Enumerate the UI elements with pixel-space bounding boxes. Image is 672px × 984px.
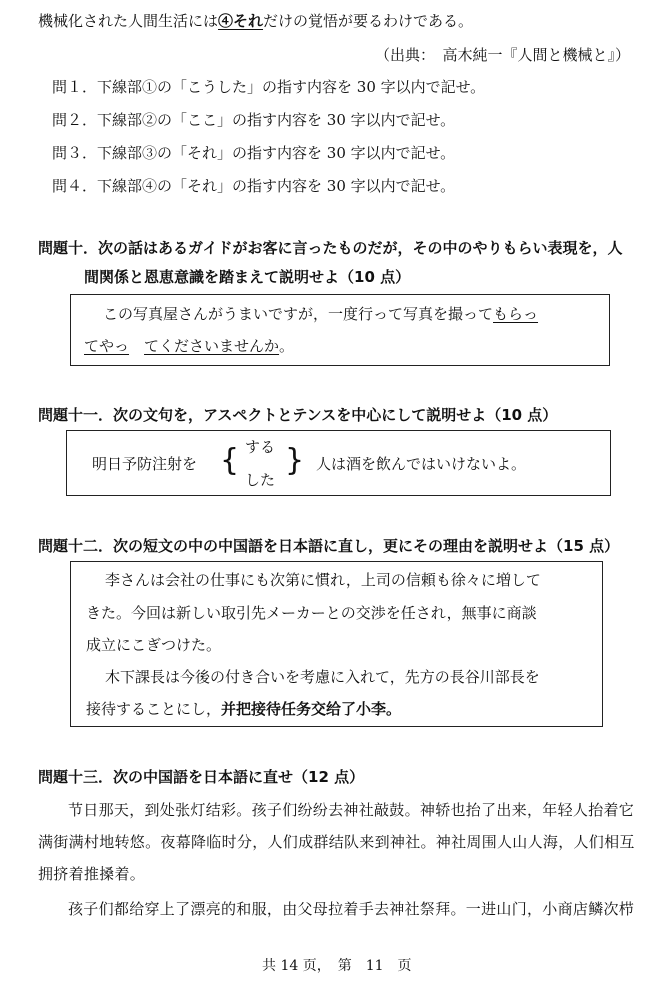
problem-12-heading: 問題十二．次の短文の中の中国語を日本語に直し，更にその理由を説明せよ（15 点） — [38, 537, 620, 555]
underlined-mark-4: ④それ — [218, 12, 264, 30]
source-citation: （出典： 高木純一『人間と機械と』） — [375, 46, 631, 64]
box-text-underlined-2: てやっ — [84, 337, 130, 355]
problem-13-heading: 問題十三．次の中国語を日本語に直せ（12 点） — [38, 768, 365, 786]
box-text-underlined-3: てくださいませんか — [144, 337, 280, 355]
intro-line-post: だけの覚悟が要るわけである。 — [263, 12, 474, 30]
intro-line-pre: 機械化された人間生活には — [38, 12, 219, 30]
question-4: 問４．下線部④の「それ」の指す内容を 30 字以内で記せ。 — [52, 177, 456, 195]
problem-11-pre: 明日予防注射を — [92, 455, 198, 473]
box-text-underlined-1: もらっ — [493, 305, 539, 323]
problem-12-line-5-pre: 接待することにし， — [86, 700, 222, 718]
problem-10-box-line-2 — [84, 335, 294, 356]
problem-11-heading: 問題十一．次の文句を，アスペクトとテンスを中心にして説明せよ（10 点） — [38, 406, 558, 424]
problem-12-line-5 — [86, 698, 401, 719]
problem-12-line-1: 李さんは会社の仕事にも次第に慣れ，上司の信頼も徐々に増して — [105, 571, 541, 589]
page-footer: 共 14 页， 第 11 页 — [262, 958, 412, 974]
problem-12-line-3: 成立にこぎつけた。 — [86, 636, 222, 654]
problem-13-line-3: 拥挤着推搡着。 — [38, 865, 146, 883]
problem-13-line-2: 满街满村地转悠。夜幕降临时分，人们成群结队来到神社。神社周围人山人海，人们相互 — [38, 833, 635, 851]
problem-13-line-4: 孩子们都给穿上了漂亮的和服，由父母拉着手去神社祭拜。一进山门，小商店鳞次栉 — [68, 900, 635, 918]
problem-12-chinese: 并把接待任务交给了小李。 — [221, 700, 402, 718]
box-text-plain: この写真屋さんがうまいですが，一度行って写真を撮って — [103, 305, 494, 323]
question-2: 問２．下線部②の「ここ」の指す内容を 30 字以内で記せ。 — [52, 111, 456, 129]
problem-13-line-1: 节日那天，到处张灯结彩。孩子们纷纷去神社敲鼓。神轿也抬了出来，年轻人抬着它 — [68, 801, 635, 819]
problem-10-box-line-1 — [103, 303, 538, 324]
question-3: 問３．下線部③の「それ」の指す内容を 30 字以内で記せ。 — [52, 144, 456, 162]
right-brace-icon: } — [285, 443, 305, 478]
box-text-end: 。 — [279, 337, 295, 355]
question-1: 問１．下線部①の「こうした」の指す内容を 30 字以内で記せ。 — [52, 78, 486, 96]
problem-12-line-4: 木下課長は今後の付き合いを考慮に入れて，先方の長谷川部長を — [105, 668, 540, 686]
problem-11-option-1: する — [245, 438, 276, 456]
left-brace-icon: { — [220, 443, 240, 478]
problem-11-option-2: した — [245, 471, 276, 489]
problem-10-heading-1: 問題十．次の話はあるガイドがお客に言ったものだが，その中のやりもらい表現を，人 — [38, 239, 623, 257]
problem-11-post: 人は酒を飲んではいけないよ。 — [316, 455, 527, 473]
problem-12-line-2: きた。今回は新しい取引先メーカーとの交渉を任され，無事に商談 — [86, 604, 537, 622]
problem-10-heading-2: 間関係と恩恵意識を踏まえて説明せよ（10 点） — [84, 268, 411, 286]
intro-line — [38, 10, 473, 31]
